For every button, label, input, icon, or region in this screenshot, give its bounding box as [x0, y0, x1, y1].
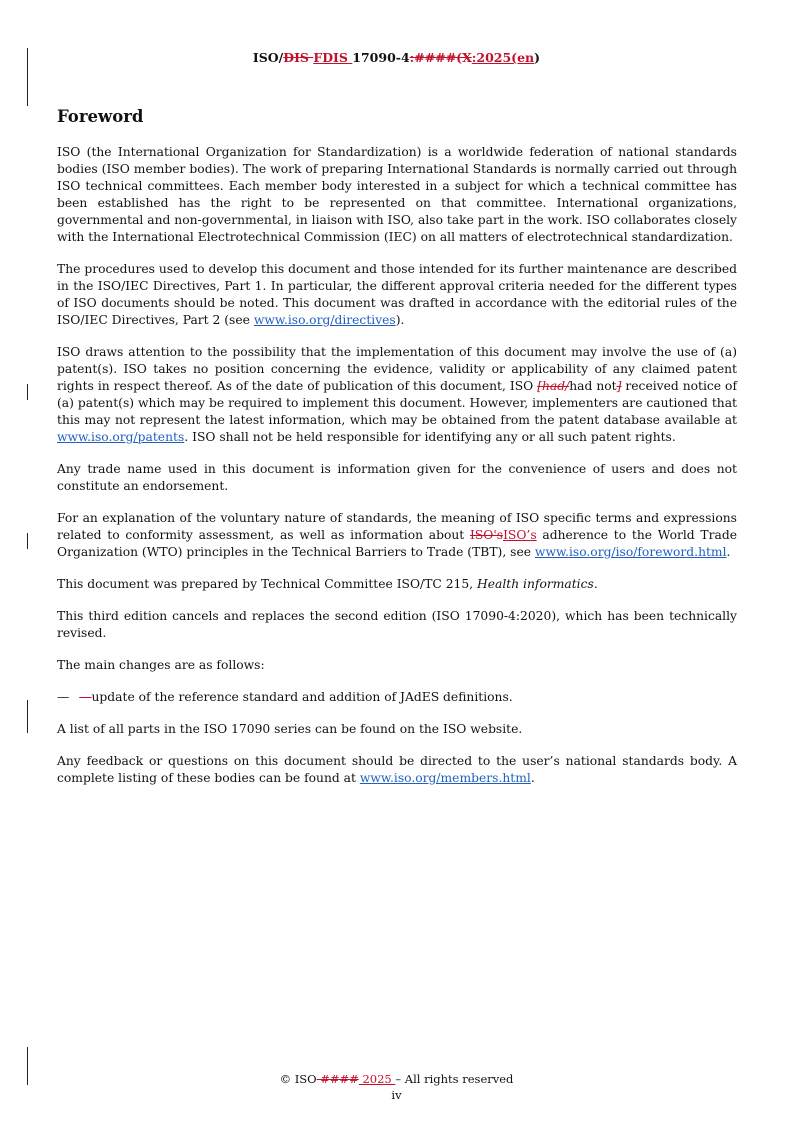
change-bar — [27, 533, 28, 549]
directives-link[interactable]: www.iso.org/directives — [253, 313, 396, 327]
paragraph-text: . — [726, 545, 731, 559]
deleted-text: [had/ — [537, 379, 570, 393]
paragraph-text: had not — [569, 379, 617, 393]
deleted-text: ] — [616, 379, 622, 393]
header-deleted-year: :####(X — [409, 50, 472, 65]
paragraph-text: update of the reference standard and addition of JAdES definitions. — [91, 690, 513, 704]
header-inserted-year: :2025(en — [471, 50, 535, 65]
header-number: 17090-4 — [352, 50, 410, 65]
foreword-link[interactable]: www.iso.org/iso/foreword.html — [534, 545, 727, 559]
header-suffix: ) — [534, 50, 541, 65]
list-dash: — — [57, 690, 74, 704]
list-item-change — [57, 689, 737, 706]
paragraph-iso-intro: ISO (the International Organization for Standardization) is a worldwide federation of national standards bodies (ISO member bodies). The work of preparing International Standards is normally carried out through ISO technical committees. Each member body interested in a subject for which a technical committee has been established has the right to be represented on that committee. International organizations, governmental and non-governmental, in liaison with ISO, also take part in the work. ISO collaborates closely with the International Electrotechnical Commission (IEC) on all matters of electrotechnical standardization. — [57, 145, 737, 244]
paragraph-trade-name: Any trade name used in this document is information given for the convenience of users and does not constitute an endorsement. — [57, 462, 737, 493]
copyright-text: © ISO — [279, 1072, 317, 1086]
paragraph-voluntary-nature — [57, 510, 737, 561]
deleted-text: — — [79, 690, 92, 704]
patents-link[interactable]: www.iso.org/patents — [57, 430, 185, 444]
page-title: Foreword — [57, 107, 144, 126]
change-bar — [27, 700, 28, 733]
paragraph-edition: This third edition cancels and replaces the second edition (ISO 17090-4:2020), which has been technically revised. — [57, 609, 737, 640]
paragraph-patents — [57, 344, 737, 446]
paragraph-text: ). — [395, 313, 405, 327]
paragraph-feedback — [57, 753, 737, 787]
paragraph-procedures — [57, 261, 737, 329]
paragraph-series: A list of all parts in the ISO 17090 series can be found on the ISO website. — [57, 722, 523, 736]
change-bar — [27, 384, 28, 400]
paragraph-text: This document was prepared by Technical Committee ISO/TC 215, — [57, 577, 478, 591]
paragraph-text: received notice of (a) patent(s) which may be required to implement this document. However, implementers are cautioned that this may not represent the latest information, which may be obtained from the patent database available at — [57, 379, 737, 427]
inserted-text: ISO’s — [503, 528, 537, 542]
paragraph-changes-intro: The main changes are as follows: — [57, 658, 265, 672]
committee-name: Health informatics — [477, 577, 594, 591]
paragraph-text: Any feedback or questions on this document should be directed to the user’s national standards body. A complete listing of these bodies can be found at — [57, 754, 737, 785]
rights-text: – All rights reserved — [395, 1072, 514, 1086]
page-footer — [0, 1071, 793, 1103]
paragraph-committee — [57, 576, 737, 593]
header-inserted-fdis: FDIS — [313, 50, 353, 65]
paragraph-text: . — [593, 577, 598, 591]
deleted-text: ISO's — [470, 528, 504, 542]
header-prefix: ISO/ — [252, 50, 284, 65]
copyright-line — [0, 1071, 793, 1087]
paragraph-text: ISO draws attention to the possibility that the implementation of this document may involve the use of (a) patent(s). ISO takes no position concerning the evidence, validity or applicability of any claimed patent rights in respect thereof. As of the date of publication of this document, ISO — [57, 345, 737, 393]
header-deleted-dis: DIS — [283, 50, 314, 65]
page-number: iv — [391, 1088, 402, 1102]
foreword-body — [57, 144, 737, 802]
document-header — [0, 50, 793, 65]
paragraph-text: The procedures used to develop this document and those intended for its further maintenance are described in the ISO/IEC Directives, Part 1. In particular, the different approval criteria needed for the different types of ISO documents should be noted. This document was drafted in accordance with the editorial rules of the ISO/IEC Directives, Part 2 (see — [57, 262, 737, 327]
paragraph-text: . — [530, 771, 535, 785]
inserted-text: 2025 — [358, 1072, 396, 1086]
paragraph-text: . ISO shall not be held responsible for identifying any or all such patent rights. — [184, 430, 676, 444]
paragraph-text: For an explanation of the voluntary nature of standards, the meaning of ISO specific terms and expressions related to conformity assessment, as well as information about — [57, 511, 737, 542]
members-link[interactable]: www.iso.org/members.html — [359, 771, 531, 785]
paragraph-text: adherence to the World Trade Organization (WTO) principles in the Technical Barriers to Trade (TBT), see — [57, 528, 737, 559]
deleted-text: #### — [316, 1072, 359, 1086]
